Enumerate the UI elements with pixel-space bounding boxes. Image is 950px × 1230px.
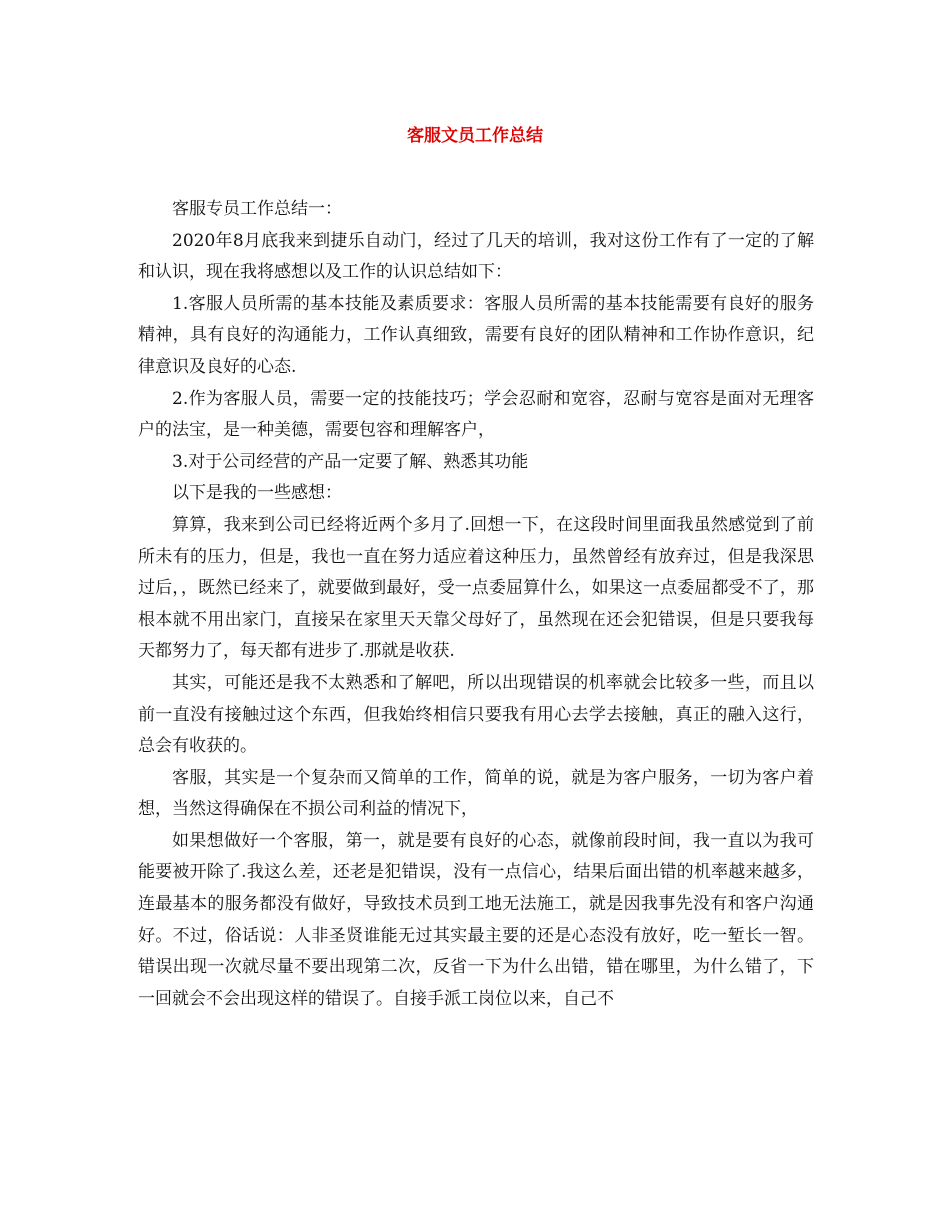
paragraph: 2020年8月底我来到捷乐自动门，经过了几天的培训，我对这份工作有了一定的了解和认识，现在我将感想以及工作的认识总结如下： — [138, 230, 814, 283]
paragraph: 2.作为客服人员，需要一定的技能技巧；学会忍耐和宽容，忍耐与宽容是面对无理客户的法宝，是一种美德，需要包容和理解客户， — [138, 388, 814, 441]
paragraph: 客服，其实是一个复杂而又简单的工作，简单的说，就是为客户服务，一切为客户着想，当然这得确保在不损公司利益的情况下， — [138, 767, 814, 820]
paragraph: 3.对于公司经营的产品一定要了解、熟悉其功能 — [172, 451, 529, 472]
paragraph: 其实，可能还是我不太熟悉和了解吧，所以出现错误的机率就会比较多一些，而且以前一直没有接触过这个东西，但我始终相信只要我有用心去学去接触，真正的融入这行，总会有收获的。 — [138, 672, 814, 757]
paragraph: 客服专员工作总结一： — [172, 199, 342, 219]
document-title: 客服文员工作总结 — [407, 126, 543, 146]
paragraph: 1.客服人员所需的基本技能及素质要求：客服人员所需的基本技能需要有良好的服务精神，具有良好的沟通能力，工作认真细致，需要有良好的团队精神和工作协作意识，纪律意识及良好的心态. — [138, 293, 814, 377]
paragraph: 如果想做好一个客服，第一，就是要有良好的心态，就像前段时间，我一直以为我可能要被开除了.我这么差，还老是犯错误，没有一点信心，结果后面出错的机率越来越多，连最基本的服务都没有做好，导致技术员到工地无法施工，就是因我事先没有和客户沟通好。不过，俗话说：人非圣贤谁能无过其实最主要的还是心态没有放好，吃一堑长一智。错误出现一次就尽量不要出现第二次，反省一下为什么出错，错在哪里，为什么错了，下一回就会不会出现这样的错误了。自接手派工岗位以来，自己不 — [138, 830, 814, 1009]
document-body — [138, 194, 814, 1015]
paragraph: 算算，我来到公司已经将近两个多月了.回想一下，在这段时间里面我虽然感觉到了前所未有的压力，但是，我也一直在努力适应着这种压力，虽然曾经有放弃过，但是我深思过后，，既然已经来了，就要做到最好，受一点委屈算什么，如果这一点委屈都受不了，那根本就不用出家门，直接呆在家里天天靠父母好了，虽然现在还会犯错误，但是只要我每天都努力了，每天都有进步了.那就是收获. — [138, 514, 814, 662]
paragraph: 以下是我的一些感想： — [172, 483, 342, 504]
